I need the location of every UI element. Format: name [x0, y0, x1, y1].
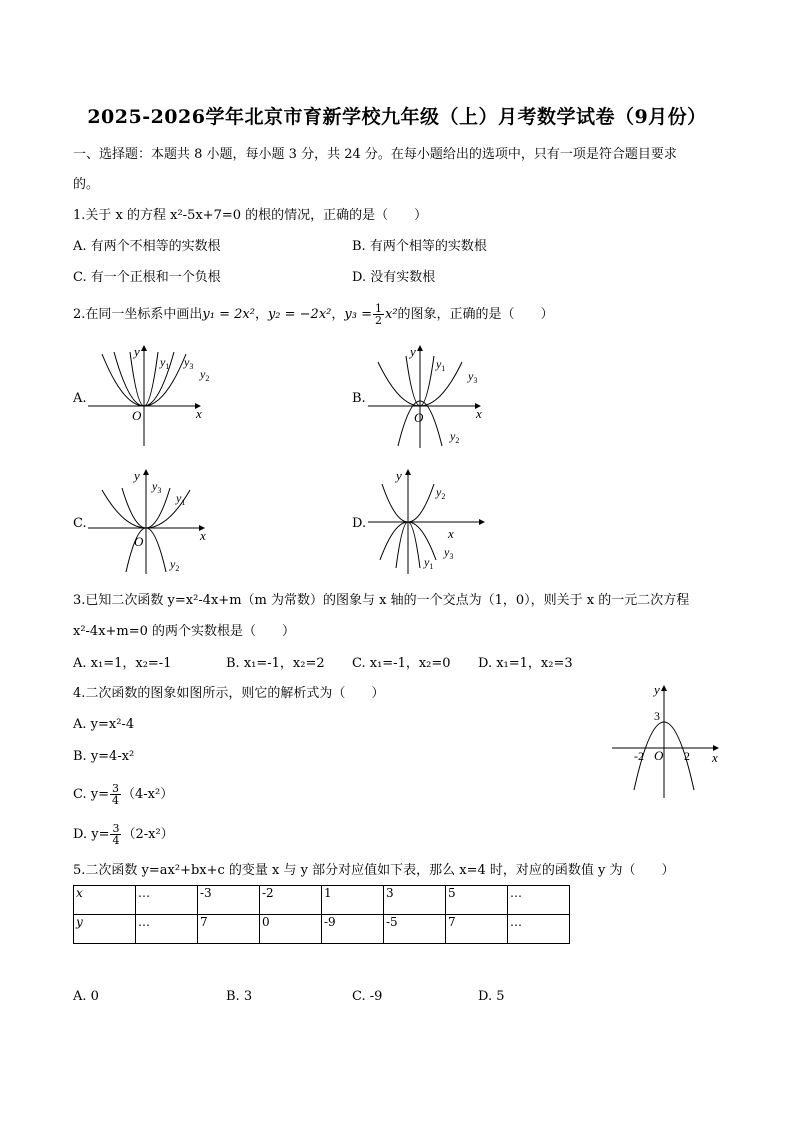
question-1-option-c[interactable]: C. 有一个正根和一个负根 [73, 270, 221, 285]
axis-label-x: x [712, 750, 718, 765]
question-2-stem-suffix: 的图象，正确的是（ ） [397, 307, 554, 322]
fraction-three-quarters [110, 823, 121, 846]
question-4-option-b[interactable]: B. y=4-x² [73, 749, 135, 764]
axis-label-y: y [410, 344, 416, 359]
formula-y2: y₂ = −2x² [267, 307, 332, 322]
root-label-negative: -2 [634, 749, 644, 763]
question-2-option-b[interactable]: B. [352, 391, 366, 406]
question-3-option-c[interactable]: C. x₁=-1，x₂=0 [352, 656, 451, 671]
curve-label-y1: $y_1$ [160, 355, 170, 371]
question-3-stem-continued: x²-4x+m=0 的两个实数根是（ ） [73, 624, 296, 639]
page-title: 2025-2026学年北京市育新学校九年级（上）月考数学试卷（9月份） [87, 106, 707, 128]
question-2-stem: 2.在同一坐标系中画出y₁ = 2x²，y₂ = −2x²，y₃ = $\frac{1}{2}$ x²的图象，正确的是（ ） [73, 302, 554, 327]
origin-label: O [414, 410, 424, 425]
table-cell: … [136, 915, 198, 944]
question-2-option-d[interactable]: D. [352, 516, 367, 531]
curve-label-y3: $y_3$ [184, 355, 194, 371]
option-c-prefix: C. y= [73, 787, 109, 802]
axis-label-x: x [448, 526, 454, 541]
question-5-option-c[interactable]: C. -9 [352, 989, 383, 1004]
question-2-option-a[interactable]: A. [73, 391, 87, 406]
option-d-prefix: D. y= [73, 827, 110, 842]
axis-label-y: y [396, 468, 402, 483]
table-cell: 5 [446, 886, 508, 915]
table-cell: -3 [198, 886, 260, 915]
axis-label-y: y [654, 682, 660, 697]
fraction-denominator: 4 [112, 794, 119, 807]
section-instructions: 一、选择题：本题共 8 小题，每小题 3 分，共 24 分。在每小题给出的选项中，只有一项是符合题目要求 [73, 147, 677, 162]
table-row [74, 915, 570, 944]
origin-label: O [134, 534, 144, 549]
table-cell: … [508, 915, 570, 944]
option-d-suffix: （2-x²） [122, 827, 174, 842]
table-cell: y [74, 915, 136, 944]
curve-label-y2: $y_2$ [450, 429, 460, 445]
fraction-numerator: 3 [112, 782, 119, 795]
graph-option-d [368, 466, 492, 576]
axis-label-y: y [134, 468, 140, 483]
table-cell: 1 [322, 886, 384, 915]
question-3-option-a[interactable]: A. x₁=1，x₂=-1 [73, 656, 172, 671]
table-cell: x [74, 886, 136, 915]
option-c-suffix: （4-x²） [122, 787, 174, 802]
table-cell: 7 [198, 915, 260, 944]
formula-y3-suffix: x² [384, 307, 398, 322]
value-table [73, 885, 570, 944]
fraction-denominator: 4 [112, 834, 120, 847]
graph-question-4 [612, 682, 724, 800]
fraction-numerator: 3 [112, 822, 120, 835]
root-label-positive: 2 [684, 749, 690, 763]
vertex-label: 3 [654, 709, 660, 723]
question-3-option-d[interactable]: D. x₁=1，x₂=3 [478, 656, 573, 671]
question-4-option-d[interactable] [73, 823, 174, 846]
origin-label: O [654, 748, 664, 763]
axis-label-x: x [200, 528, 206, 543]
graph-option-b [368, 342, 488, 450]
table-cell: -9 [322, 915, 384, 944]
question-5-option-b[interactable]: B. 3 [226, 989, 253, 1004]
section-instructions-continued: 的。 [73, 177, 100, 192]
curve-label-y1: $y_1$ [436, 357, 446, 373]
graph-option-c [88, 466, 212, 576]
fraction-numerator: 1 [374, 302, 382, 315]
curve-label-y3: $y_3$ [444, 545, 454, 561]
curve-label-y2: $y_2$ [200, 367, 210, 383]
question-4-option-a[interactable]: A. y=x²-4 [73, 717, 135, 732]
table-cell: 3 [384, 886, 446, 915]
curve-label-y1: $y_1$ [176, 491, 186, 507]
question-2-stem-prefix: 2.在同一坐标系中画出 [73, 307, 203, 322]
table-row [74, 886, 570, 915]
table-cell: … [508, 886, 570, 915]
table-cell: 0 [260, 915, 322, 944]
formula-y1: y₁ = 2x² [202, 307, 255, 322]
curve-label-y2: $y_2$ [170, 557, 180, 573]
curve-label-y2: $y_2$ [436, 485, 446, 501]
fraction-denominator: 2 [374, 314, 382, 327]
table-cell: -2 [260, 886, 322, 915]
formula-y3-prefix: y₃ = [344, 307, 372, 322]
fraction-three-quarters [110, 783, 121, 806]
question-5-option-d[interactable]: D. 5 [478, 989, 505, 1004]
graph-option-a [88, 342, 208, 448]
axis-label-x: x [196, 406, 202, 421]
question-5-option-a[interactable]: A. 0 [73, 989, 99, 1004]
curve-label-y1: $y_1$ [424, 555, 434, 571]
question-3-stem: 3.已知二次函数 y=x²-4x+m（m 为常数）的图象与 x 轴的一个交点为（1，0），则关于 x 的一元二次方程 [73, 593, 690, 608]
axis-label-y: y [134, 344, 140, 359]
question-2-option-c[interactable]: C. [73, 516, 87, 531]
origin-label: O [132, 408, 142, 423]
curve-label-y3: $y_3$ [468, 369, 478, 385]
axis-label-x: x [476, 406, 482, 421]
question-4-stem: 4.二次函数的图象如图所示，则它的解析式为（ ） [73, 686, 385, 701]
question-4-option-c[interactable] [73, 783, 173, 806]
table-cell: … [136, 886, 198, 915]
question-3-option-b[interactable]: B. x₁=-1，x₂=2 [226, 656, 325, 671]
question-1-stem: 1.关于 x 的方程 x²-5x+7=0 的根的情况，正确的是（ ） [73, 208, 428, 223]
question-1-option-b[interactable]: B. 有两个相等的实数根 [352, 239, 487, 254]
curve-label-y3: $y_3$ [152, 479, 162, 495]
question-5-stem: 5.二次函数 y=ax²+bx+c 的变量 x 与 y 部分对应值如下表，那么 x=4 时，对应的函数值 y 为（ ） [73, 863, 675, 878]
question-1-option-d[interactable]: D. 没有实数根 [352, 270, 436, 285]
table-cell: -5 [384, 915, 446, 944]
table-cell: 7 [446, 915, 508, 944]
fraction-one-half [373, 303, 384, 326]
question-1-option-a[interactable]: A. 有两个不相等的实数根 [73, 239, 221, 254]
